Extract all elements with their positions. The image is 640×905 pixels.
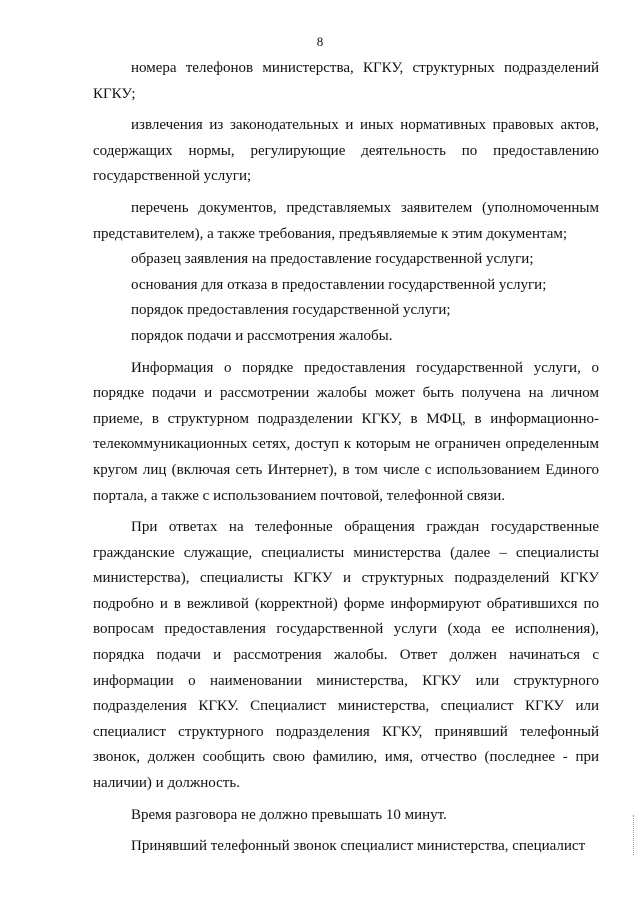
page-number: 8 xyxy=(316,34,324,49)
paragraph-call-transfer: Принявший телефонный звонок специалист министерства, специалист xyxy=(131,838,586,855)
paragraph-information-channels: Информация о порядке предоставления государственной услуги, о порядке подачи и рассмотрении жалобы может быть получена на личном приеме, в структурном подразделении КГКУ, в МФЦ, в информационно-телекоммуникационных сетях, доступ к которым не ограничен определенным кругом лиц (включая сеть Интернет), в том числе с использованием Единого портала, а также с использованием почтовой, телефонной связи. xyxy=(93,359,599,504)
paragraph-refusal-grounds: основания для отказа в предоставлении государственной услуги; xyxy=(131,276,547,293)
paragraph-phone-inquiries: При ответах на телефонные обращения граждан государственные гражданские служащие, специалисты министерства (далее – специалисты министерства), специалисты КГКУ и структурных подразделений КГКУ подробно и в вежливой (корректной) форме информируют обратившихся по вопросам предоставления государственной услуги (хода ее исполнения), порядка подачи и рассмотрения жалобы. Ответ должен начинаться с информации о наименовании министерства, КГКУ или структурного подразделения КГКУ. Специалист министерства, специалист КГКУ или специалист структурного подразделения КГКУ, принявший телефонный звонок, должен сообщить свою фамилию, имя, отчество (последнее - при наличии) и должность. xyxy=(93,519,599,792)
paragraph-legal-extracts: извлечения из законодательных и иных нормативных правовых актов, содержащих нормы, регулирующие деятельность по предоставлению государственной услуги; xyxy=(93,117,599,185)
paragraph-call-duration: Время разговора не должно превышать 10 минут. xyxy=(131,806,447,823)
paragraph-document-list: перечень документов, представляемых заявителем (уполномоченным представителем), а также требования, предъявляемые к этим документам; xyxy=(93,199,599,242)
paragraph-complaint-procedure: порядок подачи и рассмотрения жалобы. xyxy=(131,327,393,344)
paragraph-phone-numbers: номера телефонов министерства, КГКУ, структурных подразделений КГКУ; xyxy=(93,60,599,102)
document-body xyxy=(93,56,599,860)
scan-edge-marks xyxy=(633,815,636,855)
paragraph-application-sample: образец заявления на предоставление государственной услуги; xyxy=(131,251,534,268)
paragraph-service-procedure: порядок предоставления государственной услуги; xyxy=(131,302,451,319)
